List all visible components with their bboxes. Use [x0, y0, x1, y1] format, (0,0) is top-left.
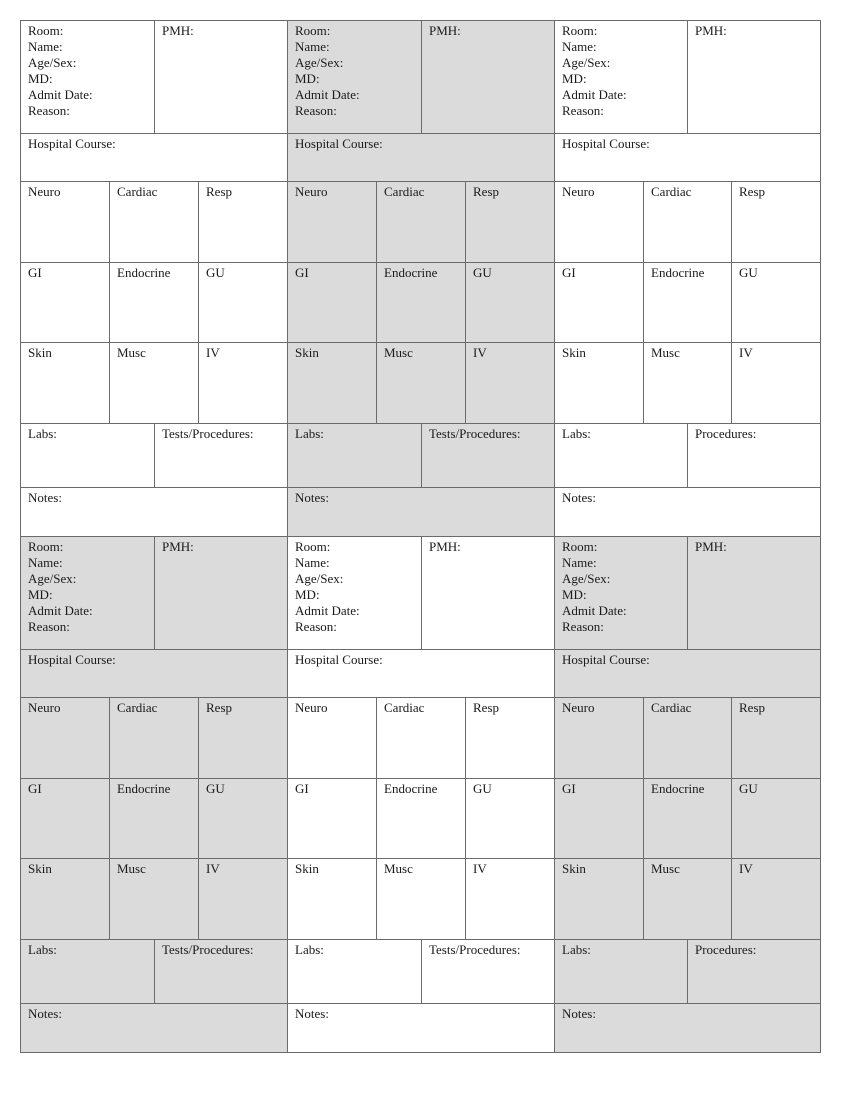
block-2-pmh-cell[interactable]: [421, 20, 555, 134]
block-5-gi-cell-label: GI: [295, 781, 309, 796]
block-4-notes-cell[interactable]: [20, 1003, 288, 1053]
block-4-procedures-cell-label: Tests/Procedures:: [162, 942, 254, 957]
block-3-hospital-course-cell-label: Hospital Course:: [562, 136, 650, 151]
block-4-gi-cell[interactable]: [20, 778, 110, 859]
block-6-iv-cell[interactable]: [731, 858, 821, 940]
block-1-resp-cell-label: Resp: [206, 184, 232, 199]
block-2-gu-cell-label: GU: [473, 265, 492, 280]
block-4-iv-cell-label: IV: [206, 861, 220, 876]
block-5-patient-info-cell[interactable]: [287, 536, 422, 650]
block-2-labs-cell[interactable]: [287, 423, 422, 488]
block-1-endocrine-cell[interactable]: [109, 262, 199, 343]
block-4-hospital-course-cell-label: Hospital Course:: [28, 652, 116, 667]
block-3-labs-cell[interactable]: [554, 423, 688, 488]
block-5-gu-cell-label: GU: [473, 781, 492, 796]
block-5-iv-cell-label: IV: [473, 861, 487, 876]
block-6-patient-info-cell-label-3: Age/Sex:: [562, 571, 611, 586]
block-3-resp-cell[interactable]: [731, 181, 821, 263]
block-2-hospital-course-cell[interactable]: [287, 133, 555, 182]
block-6-labs-cell[interactable]: [554, 939, 688, 1004]
block-5-patient-info-cell-label-2: Name:: [295, 555, 330, 570]
block-2-cardiac-cell[interactable]: [376, 181, 466, 263]
block-4-resp-cell-label: Resp: [206, 700, 232, 715]
block-6-skin-cell-label: Skin: [562, 861, 586, 876]
block-2-endocrine-cell[interactable]: [376, 262, 466, 343]
block-6-patient-info-cell-label-2: Name:: [562, 555, 597, 570]
block-6-labs-cell-label: Labs:: [562, 942, 591, 957]
block-5-labs-cell[interactable]: [287, 939, 422, 1004]
block-4-endocrine-cell-label: Endocrine: [117, 781, 171, 796]
block-2-musc-cell-label: Musc: [384, 345, 413, 360]
patient-report-sheet: [20, 20, 820, 1052]
block-2-neuro-cell-label: Neuro: [295, 184, 328, 199]
block-2-gi-cell[interactable]: [287, 262, 377, 343]
block-6-patient-info-cell-label-6: Reason:: [562, 619, 604, 634]
block-5-resp-cell[interactable]: [465, 697, 555, 779]
block-1-neuro-cell-label: Neuro: [28, 184, 61, 199]
block-1-musc-cell[interactable]: [109, 342, 199, 424]
block-4-neuro-cell-label: Neuro: [28, 700, 61, 715]
block-5-neuro-cell-label: Neuro: [295, 700, 328, 715]
block-1-notes-cell[interactable]: [20, 487, 288, 537]
block-2-skin-cell-label: Skin: [295, 345, 319, 360]
block-4-labs-cell[interactable]: [20, 939, 155, 1004]
block-3-gu-cell-label: GU: [739, 265, 758, 280]
block-6-patient-info-cell[interactable]: [554, 536, 688, 650]
block-2-hospital-course-cell-label: Hospital Course:: [295, 136, 383, 151]
block-3-skin-cell-label: Skin: [562, 345, 586, 360]
block-1-patient-info-cell-label-5: Admit Date:: [28, 87, 93, 102]
block-6-resp-cell[interactable]: [731, 697, 821, 779]
block-6-patient-info-cell-label-5: Admit Date:: [562, 603, 627, 618]
block-6-musc-cell-label: Musc: [651, 861, 680, 876]
block-3-pmh-cell[interactable]: [687, 20, 821, 134]
block-6-notes-cell[interactable]: [554, 1003, 821, 1053]
block-2-patient-info-cell-label-6: Reason:: [295, 103, 337, 118]
block-5-hospital-course-cell[interactable]: [287, 649, 555, 698]
block-3-notes-cell[interactable]: [554, 487, 821, 537]
block-1-gu-cell[interactable]: [198, 262, 288, 343]
block-4-patient-info-cell-label-6: Reason:: [28, 619, 70, 634]
block-1-hospital-course-cell-label: Hospital Course:: [28, 136, 116, 151]
block-5-endocrine-cell[interactable]: [376, 778, 466, 859]
block-1-cardiac-cell[interactable]: [109, 181, 199, 263]
block-5-notes-cell[interactable]: [287, 1003, 555, 1053]
block-1-pmh-cell-label: PMH:: [162, 23, 194, 38]
block-1-patient-info-cell-label-2: Name:: [28, 39, 63, 54]
block-3-patient-info-cell-label-2: Name:: [562, 39, 597, 54]
block-6-procedures-cell-label: Procedures:: [695, 942, 757, 957]
block-3-endocrine-cell-label: Endocrine: [651, 265, 705, 280]
block-3-endocrine-cell[interactable]: [643, 262, 732, 343]
block-6-skin-cell[interactable]: [554, 858, 644, 940]
block-3-patient-info-cell-label-6: Reason:: [562, 103, 604, 118]
block-3-cardiac-cell[interactable]: [643, 181, 732, 263]
block-4-procedures-cell[interactable]: [154, 939, 288, 1004]
block-2-patient-info-cell[interactable]: [287, 20, 422, 134]
block-5-cardiac-cell-label: Cardiac: [384, 700, 425, 715]
block-5-skin-cell[interactable]: [287, 858, 377, 940]
block-5-neuro-cell[interactable]: [287, 697, 377, 779]
block-3-skin-cell[interactable]: [554, 342, 644, 424]
block-3-patient-info-cell-label-1: Room:: [562, 23, 598, 38]
block-5-endocrine-cell-label: Endocrine: [384, 781, 438, 796]
block-3-patient-info-cell-label-5: Admit Date:: [562, 87, 627, 102]
block-4-neuro-cell[interactable]: [20, 697, 110, 779]
block-2-skin-cell[interactable]: [287, 342, 377, 424]
block-1-patient-info-cell-label-6: Reason:: [28, 103, 70, 118]
block-5-gu-cell[interactable]: [465, 778, 555, 859]
block-1-patient-info-cell-label-3: Age/Sex:: [28, 55, 77, 70]
block-3-iv-cell[interactable]: [731, 342, 821, 424]
block-6-notes-cell-label: Notes:: [562, 1006, 596, 1021]
block-2-cardiac-cell-label: Cardiac: [384, 184, 425, 199]
block-4-notes-cell-label: Notes:: [28, 1006, 62, 1021]
block-5-iv-cell[interactable]: [465, 858, 555, 940]
block-5-patient-info-cell-label-3: Age/Sex:: [295, 571, 344, 586]
block-3-resp-cell-label: Resp: [739, 184, 765, 199]
block-2-iv-cell[interactable]: [465, 342, 555, 424]
block-5-resp-cell-label: Resp: [473, 700, 499, 715]
block-3-iv-cell-label: IV: [739, 345, 753, 360]
block-4-musc-cell[interactable]: [109, 858, 199, 940]
block-3-notes-cell-label: Notes:: [562, 490, 596, 505]
block-1-patient-info-cell[interactable]: [20, 20, 155, 134]
block-3-procedures-cell[interactable]: [687, 423, 821, 488]
block-2-resp-cell[interactable]: [465, 181, 555, 263]
block-1-skin-cell-label: Skin: [28, 345, 52, 360]
block-6-endocrine-cell-label: Endocrine: [651, 781, 705, 796]
block-3-patient-info-cell-label-4: MD:: [562, 71, 587, 86]
block-4-skin-cell-label: Skin: [28, 861, 52, 876]
block-6-pmh-cell-label: PMH:: [695, 539, 727, 554]
block-6-cardiac-cell[interactable]: [643, 697, 732, 779]
block-4-pmh-cell-label: PMH:: [162, 539, 194, 554]
block-4-hospital-course-cell[interactable]: [20, 649, 288, 698]
block-6-gu-cell-label: GU: [739, 781, 758, 796]
block-4-gu-cell-label: GU: [206, 781, 225, 796]
block-4-iv-cell[interactable]: [198, 858, 288, 940]
block-2-patient-info-cell-label-4: MD:: [295, 71, 320, 86]
block-4-patient-info-cell-label-3: Age/Sex:: [28, 571, 77, 586]
block-1-patient-info-cell-label-4: MD:: [28, 71, 53, 86]
block-2-resp-cell-label: Resp: [473, 184, 499, 199]
block-4-endocrine-cell[interactable]: [109, 778, 199, 859]
block-1-neuro-cell[interactable]: [20, 181, 110, 263]
block-5-patient-info-cell-label-4: MD:: [295, 587, 320, 602]
block-4-patient-info-cell-label-2: Name:: [28, 555, 63, 570]
block-5-skin-cell-label: Skin: [295, 861, 319, 876]
block-6-gi-cell-label: GI: [562, 781, 576, 796]
block-4-labs-cell-label: Labs:: [28, 942, 57, 957]
block-4-pmh-cell[interactable]: [154, 536, 288, 650]
block-2-pmh-cell-label: PMH:: [429, 23, 461, 38]
block-1-labs-cell[interactable]: [20, 423, 155, 488]
block-3-neuro-cell[interactable]: [554, 181, 644, 263]
block-2-patient-info-cell-label-1: Room:: [295, 23, 331, 38]
block-3-musc-cell[interactable]: [643, 342, 732, 424]
block-4-gi-cell-label: GI: [28, 781, 42, 796]
block-6-gu-cell[interactable]: [731, 778, 821, 859]
block-5-procedures-cell-label: Tests/Procedures:: [429, 942, 521, 957]
block-6-pmh-cell[interactable]: [687, 536, 821, 650]
block-1-procedures-cell[interactable]: [154, 423, 288, 488]
block-1-patient-info-cell-label-1: Room:: [28, 23, 64, 38]
block-6-iv-cell-label: IV: [739, 861, 753, 876]
block-6-patient-info-cell-label-4: MD:: [562, 587, 587, 602]
block-2-procedures-cell-label: Tests/Procedures:: [429, 426, 521, 441]
block-1-notes-cell-label: Notes:: [28, 490, 62, 505]
block-6-neuro-cell[interactable]: [554, 697, 644, 779]
block-3-patient-info-cell[interactable]: [554, 20, 688, 134]
block-5-pmh-cell-label: PMH:: [429, 539, 461, 554]
block-3-hospital-course-cell[interactable]: [554, 133, 821, 182]
block-1-iv-cell[interactable]: [198, 342, 288, 424]
block-1-procedures-cell-label: Tests/Procedures:: [162, 426, 254, 441]
block-3-gi-cell[interactable]: [554, 262, 644, 343]
block-1-musc-cell-label: Musc: [117, 345, 146, 360]
block-1-resp-cell[interactable]: [198, 181, 288, 263]
block-2-musc-cell[interactable]: [376, 342, 466, 424]
block-4-cardiac-cell[interactable]: [109, 697, 199, 779]
block-1-skin-cell[interactable]: [20, 342, 110, 424]
block-5-musc-cell-label: Musc: [384, 861, 413, 876]
block-5-labs-cell-label: Labs:: [295, 942, 324, 957]
block-3-gu-cell[interactable]: [731, 262, 821, 343]
block-2-patient-info-cell-label-2: Name:: [295, 39, 330, 54]
block-6-gi-cell[interactable]: [554, 778, 644, 859]
block-2-iv-cell-label: IV: [473, 345, 487, 360]
block-4-skin-cell[interactable]: [20, 858, 110, 940]
block-2-gi-cell-label: GI: [295, 265, 309, 280]
block-5-procedures-cell[interactable]: [421, 939, 555, 1004]
block-4-resp-cell[interactable]: [198, 697, 288, 779]
block-5-cardiac-cell[interactable]: [376, 697, 466, 779]
block-2-patient-info-cell-label-3: Age/Sex:: [295, 55, 344, 70]
block-1-labs-cell-label: Labs:: [28, 426, 57, 441]
block-1-gi-cell[interactable]: [20, 262, 110, 343]
block-3-procedures-cell-label: Procedures:: [695, 426, 757, 441]
block-5-notes-cell-label: Notes:: [295, 1006, 329, 1021]
block-2-gu-cell[interactable]: [465, 262, 555, 343]
block-2-patient-info-cell-label-5: Admit Date:: [295, 87, 360, 102]
block-2-procedures-cell[interactable]: [421, 423, 555, 488]
block-4-gu-cell[interactable]: [198, 778, 288, 859]
block-3-neuro-cell-label: Neuro: [562, 184, 595, 199]
block-1-endocrine-cell-label: Endocrine: [117, 265, 171, 280]
block-5-patient-info-cell-label-6: Reason:: [295, 619, 337, 634]
block-5-patient-info-cell-label-1: Room:: [295, 539, 331, 554]
block-3-cardiac-cell-label: Cardiac: [651, 184, 692, 199]
block-2-notes-cell[interactable]: [287, 487, 555, 537]
block-6-resp-cell-label: Resp: [739, 700, 765, 715]
block-2-neuro-cell[interactable]: [287, 181, 377, 263]
block-4-patient-info-cell-label-4: MD:: [28, 587, 53, 602]
block-4-patient-info-cell-label-5: Admit Date:: [28, 603, 93, 618]
block-2-notes-cell-label: Notes:: [295, 490, 329, 505]
block-5-musc-cell[interactable]: [376, 858, 466, 940]
block-6-cardiac-cell-label: Cardiac: [651, 700, 692, 715]
block-6-endocrine-cell[interactable]: [643, 778, 732, 859]
block-2-endocrine-cell-label: Endocrine: [384, 265, 438, 280]
block-6-neuro-cell-label: Neuro: [562, 700, 595, 715]
block-4-musc-cell-label: Musc: [117, 861, 146, 876]
block-4-patient-info-cell[interactable]: [20, 536, 155, 650]
block-2-labs-cell-label: Labs:: [295, 426, 324, 441]
block-6-procedures-cell[interactable]: [687, 939, 821, 1004]
block-5-gi-cell[interactable]: [287, 778, 377, 859]
block-1-gi-cell-label: GI: [28, 265, 42, 280]
block-3-musc-cell-label: Musc: [651, 345, 680, 360]
block-3-gi-cell-label: GI: [562, 265, 576, 280]
block-1-pmh-cell[interactable]: [154, 20, 288, 134]
block-6-hospital-course-cell[interactable]: [554, 649, 821, 698]
block-3-pmh-cell-label: PMH:: [695, 23, 727, 38]
block-3-patient-info-cell-label-3: Age/Sex:: [562, 55, 611, 70]
block-1-iv-cell-label: IV: [206, 345, 220, 360]
block-1-cardiac-cell-label: Cardiac: [117, 184, 158, 199]
block-5-pmh-cell[interactable]: [421, 536, 555, 650]
block-5-patient-info-cell-label-5: Admit Date:: [295, 603, 360, 618]
block-6-hospital-course-cell-label: Hospital Course:: [562, 652, 650, 667]
block-4-patient-info-cell-label-1: Room:: [28, 539, 64, 554]
block-5-hospital-course-cell-label: Hospital Course:: [295, 652, 383, 667]
block-4-cardiac-cell-label: Cardiac: [117, 700, 158, 715]
block-1-hospital-course-cell[interactable]: [20, 133, 288, 182]
block-6-patient-info-cell-label-1: Room:: [562, 539, 598, 554]
block-1-gu-cell-label: GU: [206, 265, 225, 280]
block-6-musc-cell[interactable]: [643, 858, 732, 940]
block-3-labs-cell-label: Labs:: [562, 426, 591, 441]
